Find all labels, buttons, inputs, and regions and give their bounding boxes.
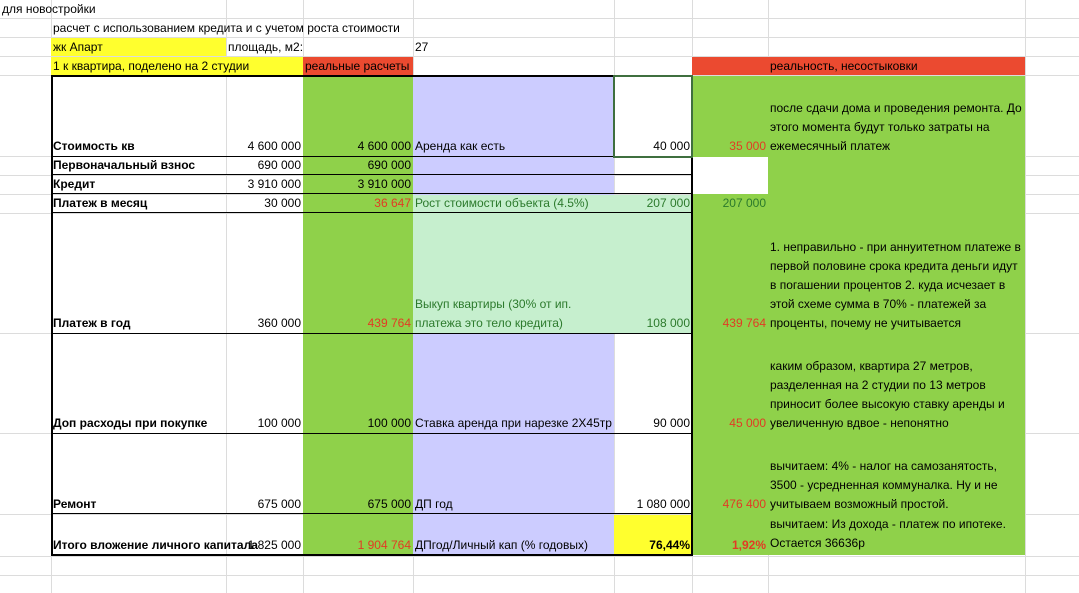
blank-cells <box>692 157 768 194</box>
row-real2[interactable]: 45 000 <box>729 416 766 430</box>
row-value[interactable]: 675 000 <box>257 497 301 511</box>
table-border <box>51 433 692 434</box>
gridline <box>0 575 1079 576</box>
description-cell[interactable]: 1 к квартира, поделено на 2 студии <box>51 57 303 75</box>
row-value[interactable]: 690 000 <box>257 158 301 172</box>
row-label[interactable]: Итого вложение личного капитала <box>53 538 258 552</box>
row-real-value[interactable]: 1 904 764 <box>357 538 411 552</box>
row-real-value[interactable]: 36 647 <box>374 196 411 210</box>
table-border <box>51 156 614 157</box>
row-label[interactable]: Платеж в год <box>53 316 131 330</box>
row-note[interactable]: вычитаем: 4% - налог на самозанятость, 3500 - усредненная коммуналка. Ну и не учитываем возможный простой. <box>770 459 998 511</box>
row-real2[interactable]: 439 764 <box>722 316 766 330</box>
row-num[interactable]: 90 000 <box>653 416 690 430</box>
table-border <box>51 75 692 77</box>
sheet-subtitle-cell[interactable]: расчет с использованием кредита и с учетом роста стоимости <box>53 21 400 35</box>
row-note[interactable]: 1. неправильно - при аннуитетном платеже в первой половине срока кредита деньги идут в погашении процентов 2. куда исчезает в этой схеме сумма в 70% - платежей за проценты, почему не учитывается <box>770 240 1021 330</box>
table-border <box>51 513 692 514</box>
row-label[interactable]: Кредит <box>53 177 96 191</box>
gridline <box>1025 0 1026 593</box>
table-border <box>51 212 692 213</box>
row-note[interactable]: каким образом, квартира 27 метров, разделенная на 2 студии по 13 метров приносит более высокую ставку аренды и увеличенную вдвое - непонятно <box>770 359 1005 430</box>
cell-selection[interactable] <box>613 75 693 158</box>
table-border <box>51 75 53 556</box>
red-header-cell[interactable] <box>692 57 768 75</box>
row-value[interactable]: 4 600 000 <box>247 139 301 153</box>
table-border <box>51 554 692 556</box>
row-value[interactable]: 1 825 000 <box>247 538 301 552</box>
row-real-value[interactable]: 3 910 000 <box>357 177 411 191</box>
row-real2[interactable]: 207 000 <box>722 196 766 210</box>
row-value[interactable]: 360 000 <box>257 316 301 330</box>
row-real-value[interactable]: 675 000 <box>367 497 411 511</box>
row-real2[interactable]: 35 000 <box>729 139 766 153</box>
row-desc[interactable]: ДПгод/Личный кап (% годовых) <box>415 538 588 552</box>
row-label[interactable]: Ремонт <box>53 497 97 511</box>
row-real-value[interactable]: 439 764 <box>367 316 411 330</box>
row-label[interactable]: Доп расходы при покупке <box>53 416 208 430</box>
gridline <box>0 556 1079 557</box>
row-real-value[interactable]: 100 000 <box>367 416 411 430</box>
row-real-value[interactable]: 690 000 <box>367 158 411 172</box>
sheet-title-cell[interactable]: для новостройки <box>2 2 96 16</box>
row-value[interactable]: 100 000 <box>257 416 301 430</box>
row-real2[interactable]: 476 400 <box>722 497 766 511</box>
row-num[interactable]: 40 000 <box>614 76 692 156</box>
area-value-cell[interactable]: 27 <box>415 40 429 54</box>
row-note[interactable]: вычитаем: Из дохода - платеж по ипотеке. Остается 36636р <box>770 517 1006 550</box>
row-label[interactable]: Стоимость кв <box>53 139 135 153</box>
row-num[interactable]: 76,44% <box>649 538 690 552</box>
row-value[interactable]: 3 910 000 <box>247 177 301 191</box>
row-num[interactable]: 108 000 <box>646 316 690 330</box>
area-label-cell[interactable]: площадь, м2: <box>228 40 304 54</box>
row-real2[interactable]: 1,92% <box>731 538 766 552</box>
row-label[interactable]: Платеж в месяц <box>53 196 148 210</box>
table-border <box>51 333 692 334</box>
row-label[interactable]: Первоначальный взнос <box>53 158 196 172</box>
row-desc[interactable]: Выкуп квартиры (30% от ип. платежа это тело кредита) <box>415 297 572 330</box>
table-border <box>51 193 692 194</box>
row-real-value[interactable]: 4 600 000 <box>357 139 411 153</box>
row-value[interactable]: 30 000 <box>264 196 301 210</box>
row-num[interactable]: 207 000 <box>646 196 690 210</box>
row-num[interactable]: 1 080 000 <box>636 497 690 511</box>
real-calc-header-cell[interactable]: реальные расчеты <box>303 57 413 75</box>
table-border <box>51 174 692 175</box>
reality-header-cell[interactable]: реальность, несостыковки <box>768 57 1025 75</box>
row-note[interactable]: после сдачи дома и проведения ремонта. До этого момента будут только затраты на ежемесячный платеж <box>770 101 1022 153</box>
row-desc[interactable]: ДП год <box>415 497 453 511</box>
project-name-cell[interactable]: жк Апарт <box>51 38 226 56</box>
row-desc[interactable]: Рост стоимости объекта (4.5%) <box>415 196 589 210</box>
row-desc[interactable]: Аренда как есть <box>415 139 506 153</box>
row-desc[interactable]: Ставка аренда при нарезке 2Х45тр <box>415 416 612 430</box>
